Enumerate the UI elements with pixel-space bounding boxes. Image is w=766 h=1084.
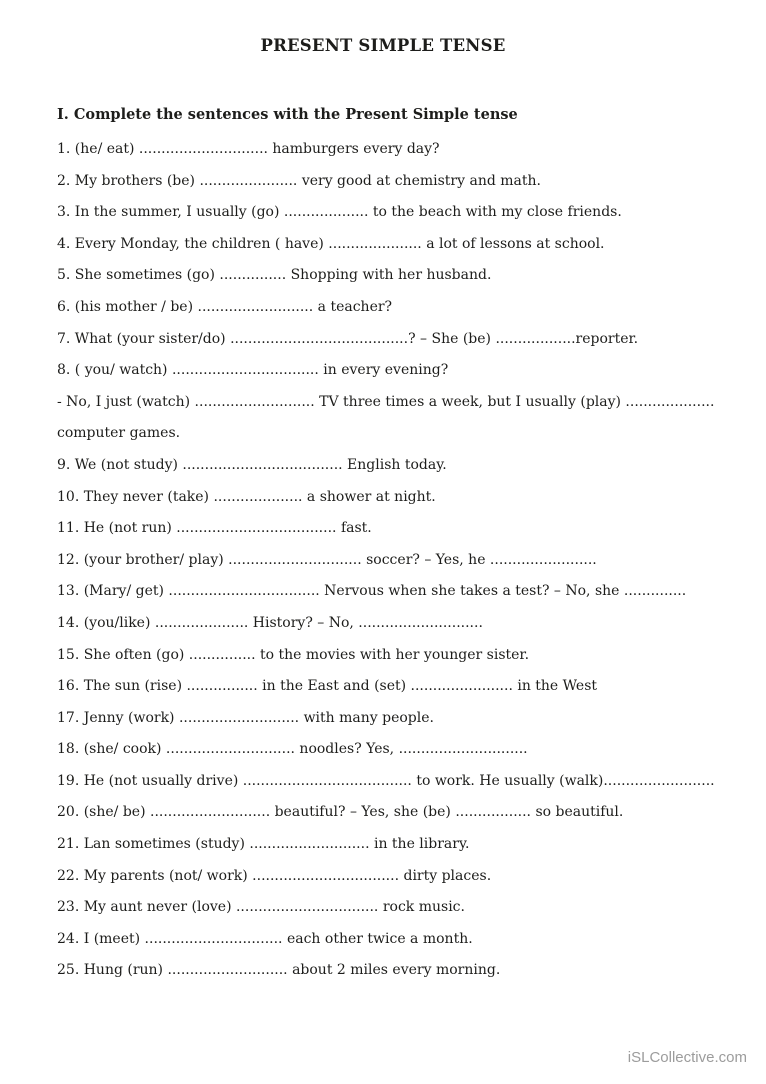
worksheet-line: 16. The sun (rise) ................ in the East and (set) ....................... in the West [57, 678, 598, 695]
worksheet-body [57, 104, 726, 987]
worksheet-line: 12. (your brother/ play) .............................. soccer? – Yes, he ........................ [57, 551, 597, 568]
page-title: PRESENT SIMPLE TENSE [260, 36, 506, 55]
worksheet-line: 22. My parents (not/ work) ................................. dirty places. [57, 867, 492, 884]
worksheet-line: 5. She sometimes (go) ............... Shopping with her husband. [57, 267, 492, 284]
worksheet-line: 10. They never (take) .................... a shower at night. [57, 488, 436, 505]
worksheet-line: 17. Jenny (work) ........................... with many people. [57, 709, 434, 726]
worksheet-line: 15. She often (go) ............... to the movies with her younger sister. [57, 646, 530, 663]
worksheet-line: computer games. [57, 425, 181, 442]
worksheet-line: 11. He (not run) .................................... fast. [57, 520, 372, 537]
islcollective-watermark: iSLCollective.com [627, 1049, 747, 1066]
worksheet-line: 6. (his mother / be) .......................... a teacher? [57, 298, 393, 315]
worksheet-line: 2. My brothers (be) ...................... very good at chemistry and math. [57, 172, 541, 189]
worksheet-line: 19. He (not usually drive) ...................................... to work. He usually (walk)......................... [57, 772, 715, 789]
worksheet-line: 21. Lan sometimes (study) ........................... in the library. [57, 836, 470, 853]
worksheet-line: 9. We (not study) .................................... English today. [57, 456, 447, 473]
worksheet-line: - No, I just (watch) ........................... TV three times a week, but I usually (play) .................... [57, 393, 715, 410]
worksheet-line: 25. Hung (run) ........................... about 2 miles every morning. [57, 962, 501, 979]
worksheet-line: 23. My aunt never (love) ................................ rock music. [57, 899, 465, 916]
worksheet-line: 24. I (meet) ............................... each other twice a month. [57, 930, 473, 947]
worksheet-line: 18. (she/ cook) ............................. noodles? Yes, ............................. [57, 741, 528, 758]
section-heading: I. Complete the sentences with the Present Simple tense [57, 106, 518, 123]
worksheet-line: 1. (he/ eat) ............................. hamburgers every day? [57, 141, 440, 157]
worksheet-line: 4. Every Monday, the children ( have) ..................... a lot of lessons at school. [57, 235, 605, 252]
worksheet-line: 3. In the summer, I usually (go) ................... to the beach with my close friends. [57, 204, 622, 221]
worksheet-line: 14. (you/like) ..................... History? – No, ............................ [57, 614, 483, 631]
worksheet-line: 20. (she/ be) ........................... beautiful? – Yes, she (be) ................. so beautiful. [57, 804, 624, 821]
worksheet-line: 8. ( you/ watch) ................................. in every evening? [57, 362, 449, 379]
worksheet-line: 7. What (your sister/do) ........................................? – She (be) ..................reporter. [57, 330, 639, 347]
worksheet-line: 13. (Mary/ get) .................................. Nervous when she takes a test? – No, she .............. [57, 583, 687, 600]
